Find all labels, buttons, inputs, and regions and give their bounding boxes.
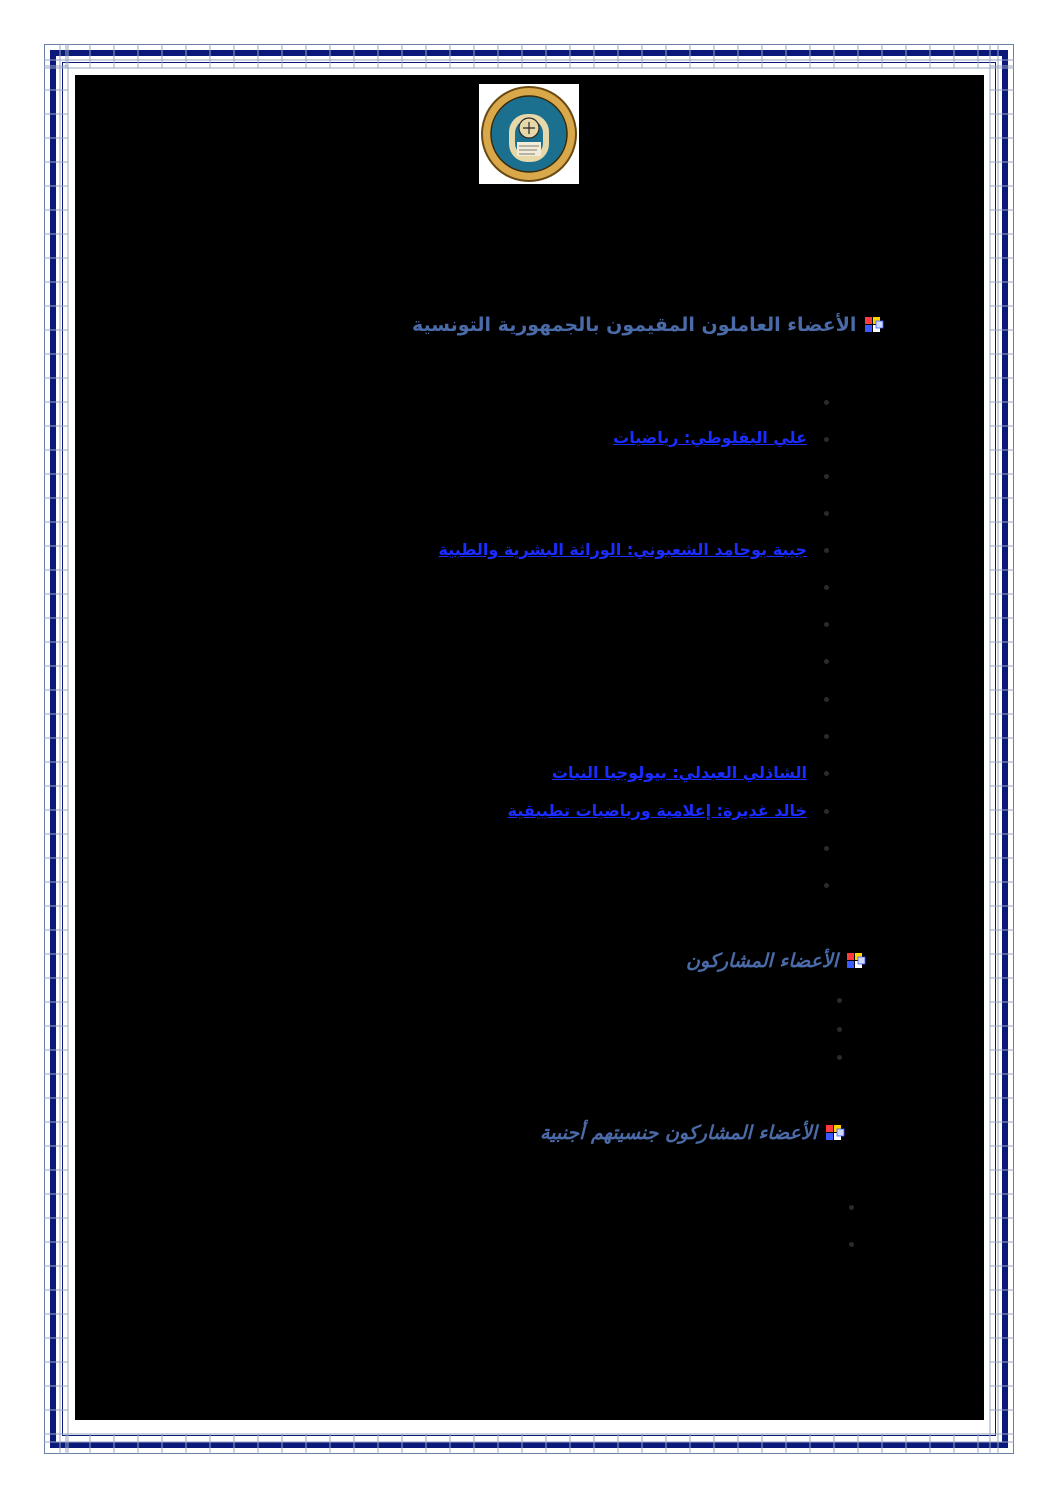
list-bullet <box>849 1205 854 1210</box>
list-bullet <box>824 771 829 776</box>
list-bullet <box>837 1055 842 1060</box>
list-bullet <box>824 511 829 516</box>
list-bullet <box>837 1027 842 1032</box>
list-bullet <box>824 548 829 553</box>
list-bullet <box>824 622 829 627</box>
colored-squares-icon <box>846 952 866 970</box>
list-bullet <box>824 437 829 442</box>
section-heading-foreign-members <box>540 1122 845 1144</box>
list-bullet <box>824 809 829 814</box>
page-content-area <box>75 75 984 1420</box>
list-bullet <box>837 998 842 1003</box>
list-bullet <box>824 734 829 739</box>
section-heading-text: الأعضاء المشاركون جنسيتهم أجنبية <box>540 1122 817 1144</box>
list-bullet <box>824 585 829 590</box>
colored-squares-icon <box>825 1124 845 1142</box>
member-link[interactable]: علي البقلوطي: رياضيات <box>613 428 807 447</box>
list-bullet <box>824 659 829 664</box>
academy-seal-logo <box>479 84 579 184</box>
list-bullet <box>849 1242 854 1247</box>
list-bullet <box>824 697 829 702</box>
section-heading-associate-members <box>686 950 866 972</box>
list-bullet <box>824 400 829 405</box>
list-bullet <box>824 846 829 851</box>
list-bullet <box>824 883 829 888</box>
member-link[interactable]: الشاذلي العبدلي: بيولوجيا النبات <box>551 763 807 782</box>
section-heading-text: الأعضاء المشاركون <box>686 950 839 972</box>
section-heading-resident-members <box>412 314 884 336</box>
member-link[interactable]: جيبة بوحامد الشعبوني: الوراثة البشرية والطبية <box>438 540 807 559</box>
list-bullet <box>824 474 829 479</box>
section-heading-text: الأعضاء العاملون المقيمون بالجمهورية التونسية <box>412 314 857 336</box>
member-link[interactable]: خالد غديرة: إعلامية ورياضيات تطبيقية <box>507 801 807 820</box>
colored-squares-icon <box>864 316 884 334</box>
